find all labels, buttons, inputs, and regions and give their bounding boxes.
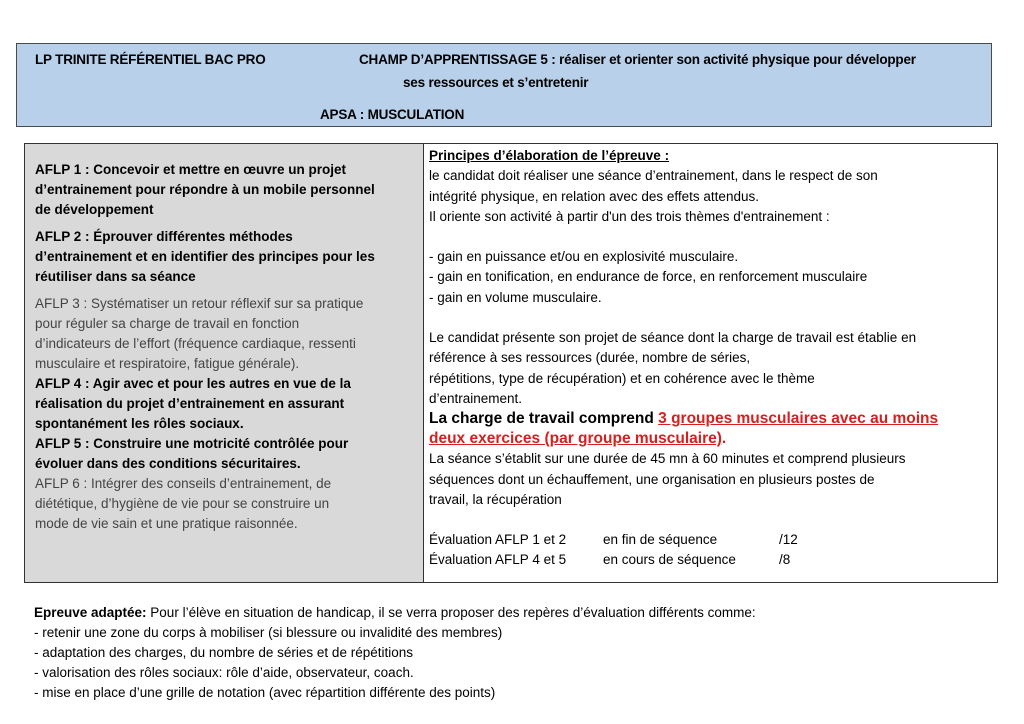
charge-highlight: 3 groupes musculaires avec au moins — [658, 410, 939, 428]
evaluation-when: en fin de séquence — [603, 532, 718, 548]
header-banner — [16, 43, 992, 127]
aflp2-line: AFLP 2 : Éprouver différentes méthodes — [35, 229, 293, 244]
list-item: - mise en place d’une grille de notation (avec répartition différente des points) — [34, 685, 496, 700]
aflp3-line: AFLP 3 : Systématiser un retour réflexif sur sa pratique — [35, 296, 364, 311]
projet-text: répétitions, type de récupération) et en cohérence avec le thème — [429, 370, 815, 386]
aflp-column — [25, 144, 424, 582]
list-item: - retenir une zone du corps à mobiliser (si blessure ou invalidité des membres) — [34, 625, 503, 640]
main-table — [24, 143, 998, 583]
aflp3-line: d’indicateurs de l’effort (fréquence cardiaque, ressenti — [35, 336, 356, 351]
aflp3-line: musculaire et respiratoire, fatigue générale). — [35, 356, 300, 371]
principes-text: intégrité physique, en relation avec des effets attendus. — [429, 188, 759, 204]
aflp3 — [35, 294, 415, 374]
aflp4-line: AFLP 4 : Agir avec et pour les autres en vue de la — [35, 376, 351, 391]
epreuve-adaptee-intro — [34, 603, 994, 623]
evaluation-row — [429, 550, 991, 570]
aflp3-line: pour réguler sa charge de travail en fonction — [35, 316, 300, 331]
seance-text: travail, la récupération — [429, 491, 562, 507]
charge-line2 — [429, 429, 991, 449]
aflp6-line: AFLP 6 : Intégrer des conseils d’entrainement, de — [35, 476, 332, 491]
projet-text: Le candidat présente son projet de séance dont la charge de travail est établie en — [429, 330, 917, 346]
aflp1-line: AFLP 1 : Concevoir et mettre en œuvre un projet — [35, 162, 347, 177]
spacer — [429, 227, 991, 247]
seance-text: séquences dont un échauffement, une organisation en plusieurs postes de — [429, 471, 875, 487]
charge-line1 — [429, 409, 991, 429]
evaluation-label: Évaluation AFLP 4 et 5 — [429, 552, 567, 568]
theme-item: - gain en volume musculaire. — [429, 289, 602, 305]
theme-item: - gain en tonification, en endurance de force, en renforcement musculaire — [429, 269, 868, 285]
theme-item: - gain en puissance et/ou en explosivité musculaire. — [429, 249, 739, 265]
evaluation-when: en cours de séquence — [603, 552, 736, 568]
evaluation-points: /8 — [779, 552, 791, 568]
referentiel-title: LP TRINITE RÉFÉRENTIEL BAC PRO — [35, 52, 266, 67]
evaluation-label: Évaluation AFLP 1 et 2 — [429, 532, 567, 548]
aflp1 — [35, 160, 415, 220]
projet-text: d’entrainement. — [429, 390, 523, 406]
aflp5-line: AFLP 5 : Construire une motricité contrôlée pour — [35, 436, 349, 451]
charge-prefix: La charge de travail comprend — [429, 410, 659, 428]
aflp5 — [35, 434, 415, 474]
spacer — [429, 510, 991, 530]
charge-dot: . — [721, 430, 727, 448]
principes-text: le candidat doit réaliser une séance d’entrainement, dans le respect de son — [429, 168, 878, 184]
principes-title: Principes d’élaboration de l’épreuve : — [429, 148, 670, 163]
champ-apprentissage-line2: ses ressources et s’entretenir — [403, 75, 589, 90]
epreuve-adaptee-text: Pour l’élève en situation de handicap, il se verra proposer des repères d’évaluation différents comme: — [146, 605, 756, 620]
aflp1-line: d’entrainement pour répondre à un mobile personnel — [35, 182, 375, 197]
apsa-title: APSA : MUSCULATION — [320, 107, 465, 122]
aflp4-line: spontanément les rôles sociaux. — [35, 416, 244, 431]
evaluation-row — [429, 530, 991, 550]
principes-column — [424, 144, 997, 582]
aflp2 — [35, 227, 415, 287]
aflp2-line: d’entrainement et en identifier des principes pour les — [35, 249, 375, 264]
epreuve-adaptee-label: Epreuve adaptée: — [34, 605, 147, 620]
seance-text: La séance s’établit sur une durée de 45 mn à 60 minutes et comprend plusieurs — [429, 451, 906, 467]
champ-apprentissage-line1: CHAMP D’APPRENTISSAGE 5 : réaliser et orienter son activité physique pour développer — [359, 52, 916, 67]
aflp5-line: évoluer dans des conditions sécuritaires. — [35, 456, 301, 471]
aflp6 — [35, 474, 415, 534]
aflp1-line: de développement — [35, 202, 154, 217]
epreuve-adaptee — [34, 603, 994, 703]
charge-highlight: deux exercices (par groupe musculaire) — [429, 430, 722, 448]
principes-text: Il oriente son activité à partir d'un des trois thèmes d'entrainement : — [429, 208, 830, 224]
evaluation-points: /12 — [779, 532, 798, 548]
aflp4 — [35, 374, 415, 434]
list-item: - valorisation des rôles sociaux: rôle d’aide, observateur, coach. — [34, 665, 414, 680]
list-item: - adaptation des charges, du nombre de séries et de répétitions — [34, 645, 413, 660]
spacer — [429, 308, 991, 328]
aflp4-line: réalisation du projet d’entrainement en assurant — [35, 396, 345, 411]
aflp6-line: diététique, d’hygiène de vie pour se construire un — [35, 496, 330, 511]
aflp6-line: mode de vie sain et une pratique raisonnée. — [35, 516, 298, 531]
aflp2-line: réutiliser dans sa séance — [35, 269, 196, 284]
projet-text: référence à ses ressources (durée, nombre de séries, — [429, 350, 751, 366]
